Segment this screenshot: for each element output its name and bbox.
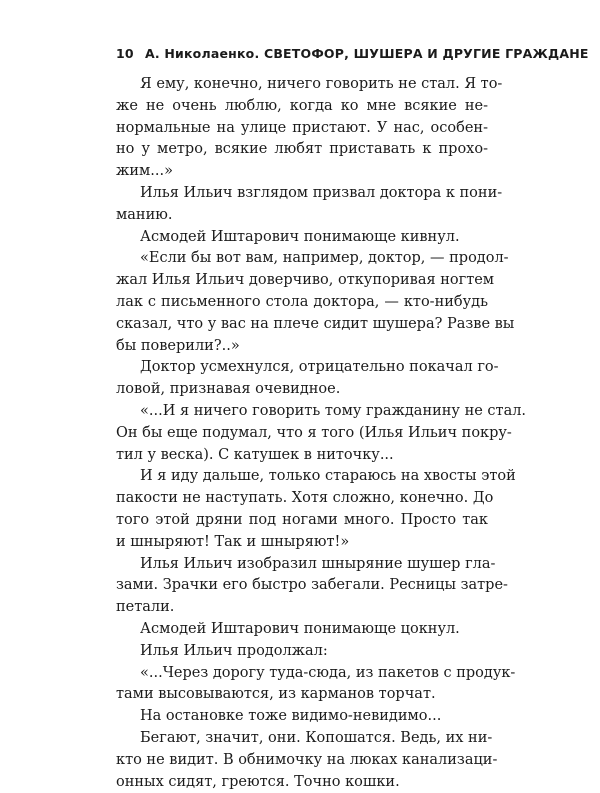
text-line: петали.: [116, 597, 488, 619]
text-line: манию.: [116, 205, 488, 227]
text-line: Илья Ильич продолжал:: [116, 641, 488, 663]
running-header: [116, 45, 488, 63]
text-line: тами высовываются, из карманов торчат.: [116, 684, 488, 706]
text-line: лак с письменного стола доктора, — кто-нибудь: [116, 292, 488, 314]
running-title: А. Николаенко. СВЕТОФОР, ШУШЕРА И ДРУГИЕ ГРАЖДАНЕ: [145, 45, 589, 63]
paragraph: [116, 401, 488, 466]
text-line: того этой дряни под ногами много. Просто так: [116, 510, 488, 532]
body-text: [116, 74, 488, 793]
text-line: «...Через дорогу туда-сюда, из пакетов с продук-: [116, 663, 488, 685]
text-line: «...И я ничего говорить тому гражданину не стал.: [116, 401, 488, 423]
text-line: жал Илья Ильич доверчиво, откупоривая ногтем: [116, 270, 488, 292]
text-line: онных сидят, греются. Точно кошки.: [116, 772, 488, 793]
paragraph: [116, 227, 488, 249]
paragraph: [116, 728, 488, 793]
text-line: На остановке тоже видимо-невидимо...: [116, 706, 488, 728]
text-line: же не очень люблю, когда ко мне всякие не-: [116, 96, 488, 118]
text-line: Асмодей Иштарович понимающе цокнул.: [116, 619, 488, 641]
text-line: Асмодей Иштарович понимающе кивнул.: [116, 227, 488, 249]
paragraph: [116, 466, 488, 553]
text-line: Бегают, значит, они. Копошатся. Ведь, их ни-: [116, 728, 488, 750]
text-line: сказал, что у вас на плече сидит шушера? Разве вы: [116, 314, 488, 336]
paragraph: [116, 74, 488, 183]
text-line: кто не видит. В обнимочку на люках канализаци-: [116, 750, 488, 772]
text-line: и шныряют! Так и шныряют!»: [116, 532, 488, 554]
text-line: тил у веска). С катушек в ниточку...: [116, 445, 488, 467]
paragraph: [116, 357, 488, 401]
text-line: но у метро, всякие любят приставать к прохо-: [116, 139, 488, 161]
text-line: ловой, признавая очевидное.: [116, 379, 488, 401]
text-line: «Если бы вот вам, например, доктор, — продол-: [116, 248, 488, 270]
text-line: жим...»: [116, 161, 488, 183]
page-number: 10: [116, 45, 145, 63]
text-line: бы поверили?..»: [116, 336, 488, 358]
text-line: Илья Ильич изобразил шныряние шушер гла-: [116, 554, 488, 576]
text-line: Он бы еще подумал, что я того (Илья Ильич покру-: [116, 423, 488, 445]
text-line: Я ему, конечно, ничего говорить не стал. Я то-: [116, 74, 488, 96]
text-line: зами. Зрачки его быстро забегали. Ресницы затре-: [116, 575, 488, 597]
text-line: пакости не наступать. Хотя сложно, конечно. До: [116, 488, 488, 510]
text-line: И я иду дальше, только стараюсь на хвосты этой: [116, 466, 488, 488]
paragraph: [116, 619, 488, 641]
paragraph: [116, 554, 488, 619]
text-line: Илья Ильич взглядом призвал доктора к пони-: [116, 183, 488, 205]
paragraph: [116, 183, 488, 227]
text-line: Доктор усмехнулся, отрицательно покачал го-: [116, 357, 488, 379]
paragraph: [116, 248, 488, 357]
text-line: нормальные на улице пристают. У нас, особен-: [116, 118, 488, 140]
paragraph: [116, 706, 488, 728]
paragraph: [116, 663, 488, 707]
paragraph: [116, 641, 488, 663]
